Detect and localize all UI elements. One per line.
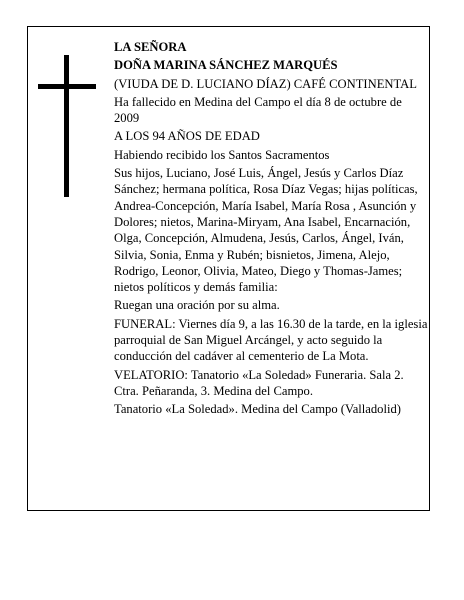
- deceased-name: DOÑA MARINA SÁNCHEZ MARQUÉS: [114, 58, 338, 73]
- prayer: Ruegan una oración por su alma.: [114, 298, 280, 313]
- obituary-text: [114, 39, 430, 420]
- family-list: Sus hijos, Luciano, José Luis, Ángel, Jesús y Carlos Díaz Sánchez; hermana política, Rosa Díaz Vegas; hijas políticas, Andrea-Concepción, María Isabel, María Rosa , Asunción y Dolores; nietos, Marina-Miryam, Ana Isabel, Encarnación, Olga, Concepción, Almudena, Jesús, Carlos, Ángel, Iván, Silvia, Sonia, Enma y Rubén; bisnietos, Jimena, Alejo, Rodrigo, Leonor, Olivia, Mateo, Diego y Thomas-James; nietos políticos y demás familia:: [114, 166, 418, 295]
- funeral-info: FUNERAL: Viernes día 9, a las 16.30 de la tarde, en la iglesia parroquial de San Miguel Arcángel, y acto seguido la conducción del cadáver al cementerio de La Mota.: [114, 316, 428, 364]
- funeral-home: Tanatorio «La Soledad». Medina del Campo (Valladolid): [114, 402, 401, 417]
- cross-icon-bar: [38, 84, 96, 89]
- death-info: Ha fallecido en Medina del Campo el día 8 de octubre de 2009: [114, 94, 402, 126]
- widow-of: (VIUDA DE D. LUCIANO DÍAZ) CAFÉ CONTINENTAL: [114, 76, 417, 91]
- cross-icon: [64, 55, 69, 197]
- sacraments: Habiendo recibido los Santos Sacramentos: [114, 147, 330, 162]
- wake-info: VELATORIO: Tanatorio «La Soledad» Funeraria. Sala 2. Ctra. Peñaranda, 3. Medina del Campo.: [114, 367, 404, 398]
- age: A LOS 94 AÑOS DE EDAD: [114, 129, 260, 144]
- notice-title: LA SEÑORA: [114, 40, 187, 54]
